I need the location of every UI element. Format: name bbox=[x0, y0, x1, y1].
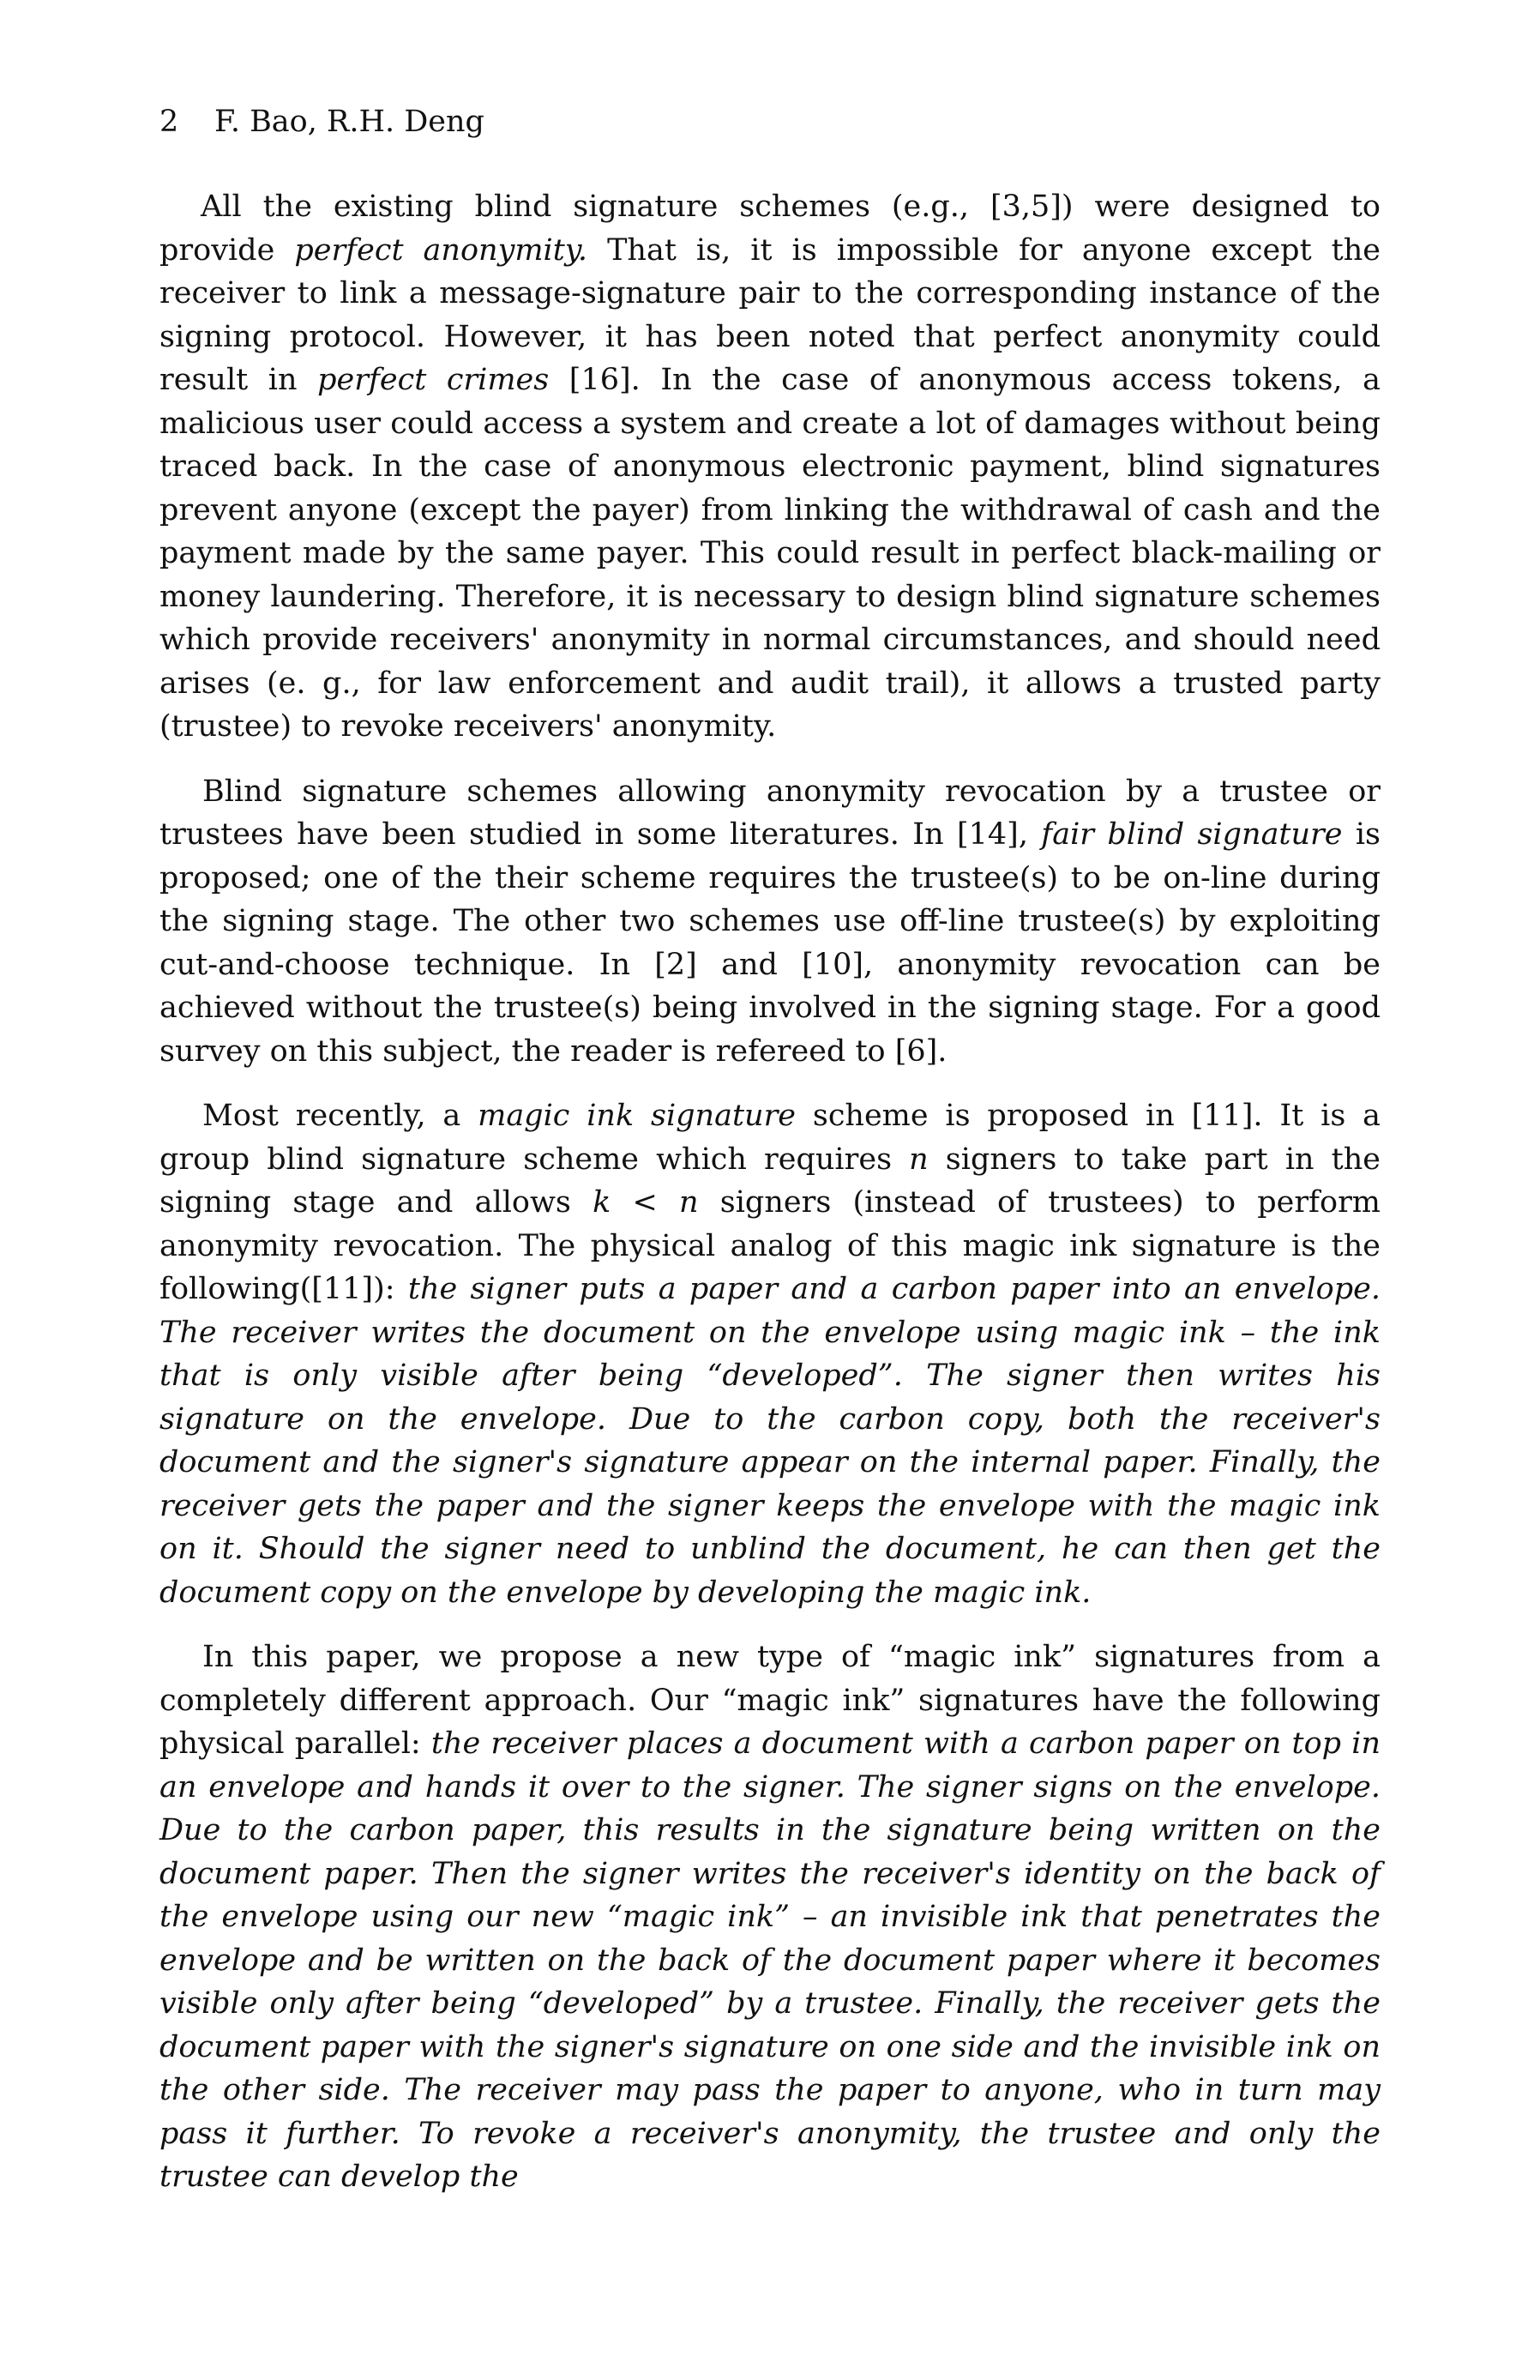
emphasis-segment: fair blind signature bbox=[1041, 817, 1343, 852]
math-variable: k bbox=[593, 1185, 611, 1220]
math-variable: n bbox=[679, 1185, 699, 1220]
text-segment: scheme is proposed in [11]. It is a group blind signature scheme which requires bbox=[159, 1099, 1381, 1177]
emphasis-segment: perfect anonymity. bbox=[294, 232, 588, 268]
text-segment: is proposed; one of the their scheme requires the trustee(s) to be on-line during the signing stage. The other two schemes use off-line trustee(s) by exploiting cut-and-choose technique. In [2] and [10], anonymity revocation can be achieved without the trustee(s) being involved in the signing stage. For a good survey on this subject, the reader is refereed to [6]. bbox=[159, 817, 1381, 1069]
paragraph-revocation-literature bbox=[159, 770, 1381, 1074]
page-number: 2 bbox=[159, 105, 179, 139]
text-segment: All the existing blind signature schemes (e.g., [3,5]) were designed to provide bbox=[159, 190, 1381, 268]
text-segment: Most recently, a bbox=[202, 1099, 478, 1133]
emphasis-segment: perfect crimes bbox=[317, 363, 550, 397]
emphasis-segment: the signer puts a paper and a carbon paper into an envelope. The receiver writes the document on the envelope using magic ink – the ink that is only visible after being “developed”. The signer then writes his signature on the envelope. Due to the carbon copy, both the receiver's document and the signer's signature appear on the internal paper. Finally, the receiver gets the paper and the signer keeps the envelope with the magic ink on it. Should the signer need to unblind the document, he can then get the document copy on the envelope by developing the magic ink. bbox=[159, 1272, 1381, 1610]
paragraph-intro-anonymity bbox=[159, 185, 1381, 749]
paragraph-magic-ink-prior bbox=[159, 1094, 1381, 1614]
math-variable: n bbox=[909, 1142, 929, 1177]
emphasis-segment: the receiver places a document with a carbon paper on top in an envelope and hands it over to the signer. The signer signs on the envelope. Due to the carbon paper, this results in the signature being written on the document paper. Then the signer writes the receiver's identity on the back of the envelope using our new “magic ink” – an invisible ink that penetrates the envelope and be written on the back of the document paper where it becomes visible only after being “developed” by a trustee. Finally, the receiver gets the document paper with the signer's signature on one side and the invisible ink on the other side. The receiver may pass the paper to anyone, who in turn may pass it further. To revoke a receiver's anonymity, the trustee and only the trustee can develop the bbox=[159, 1726, 1381, 2194]
text-segment: [16]. In the case of anonymous access tokens, a malicious user could access a system and create a lot of damages without being traced back. In the case of anonymous electronic payment, blind signatures prevent anyone (except the payer) from linking the withdrawal of cash and the payment made by the same payer. This could result in perfect black-mailing or money laundering. Therefore, it is necessary to design blind signature schemes which provide receivers' anonymity in normal circumstances, and should need arises (e. g., for law enforcement and audit trail), it allows a trusted party (trustee) to revoke receivers' anonymity. bbox=[159, 363, 1381, 744]
text-segment: signers (instead of trustees) to perform anonymity revocation. The physical analog of this magic ink signature is the following([11]): bbox=[159, 1185, 1381, 1306]
running-head-authors: F. Bao, R.H. Deng bbox=[214, 105, 484, 139]
running-header bbox=[159, 105, 1381, 139]
text-segment: signers to take part in the signing stage and allows bbox=[159, 1142, 1381, 1220]
math-operator: < bbox=[611, 1185, 680, 1220]
emphasis-segment: magic ink signature bbox=[478, 1099, 797, 1133]
paragraph-proposal bbox=[159, 1636, 1381, 2199]
text-segment: In this paper, we propose a new type of “magic ink” signatures from a completely different approach. Our “magic ink” signatures have the following physical parallel: bbox=[159, 1640, 1381, 1761]
page-body bbox=[159, 185, 1381, 2220]
text-segment: Blind signature schemes allowing anonymity revocation by a trustee or trustees have been studied in some literatures. In [14], bbox=[159, 774, 1381, 852]
text-segment: That is, it is impossible for anyone except the receiver to link a message-signature pair to the corresponding instance of the signing protocol. However, it has been noted that perfect anonymity could result in bbox=[159, 232, 1381, 397]
